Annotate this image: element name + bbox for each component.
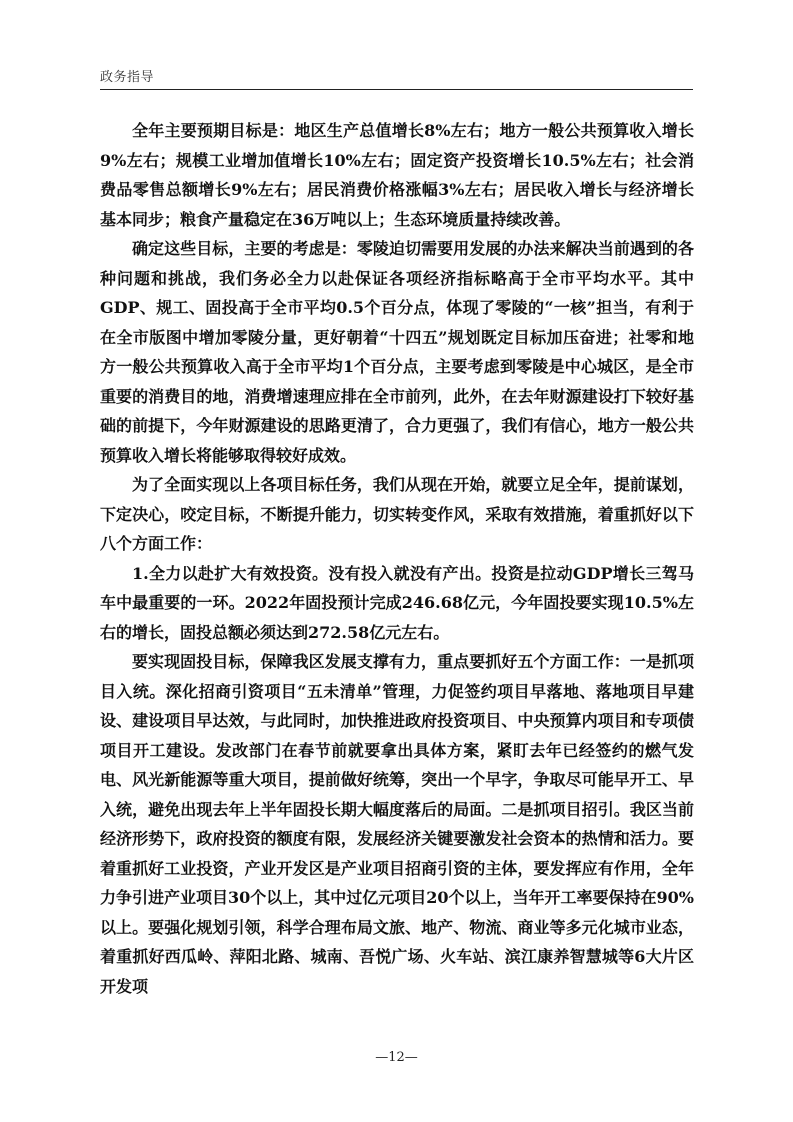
paragraph-considerations: 确定这些目标，主要的考虑是：零陵迫切需要用发展的办法来解决当前遇到的各种问题和挑战，我们务必全力以赴保证各项经济指标略高于全市平均水平。其中GDP、规工、固投高于全市平均0.5个百分点，体现了零陵的“一核”担当，有利于在全市版图中增加零陵分量，更好朝着“十四五”规划既定目标加压奋进；社零和地方一般公共预算收入高于全市平均1个百分点，主要考虑到零陵是中心城区，是全市重要的消费目的地，消费增速理应排在全市前列，此外，在去年财源建设打下较好基础的前提下，今年财源建设的思路更清了，合力更强了，我们有信心，地方一般公共预算收入增长将能够取得较好成效。: [100, 239, 694, 465]
page-number: —12—: [375, 1050, 418, 1065]
header-divider: [100, 89, 693, 90]
paragraph-item-1-investment: 1.全力以赴扩大有效投资。没有投入就没有产出。投资是拉动GDP增长三驾马车中最重要的一环。2022年固投预计完成246.68亿元，今年固投要实现10.5%左右的增长，固投总额必须达到272.58亿元左右。: [100, 563, 694, 642]
running-header: 政务指导: [100, 70, 155, 85]
paragraph-investment-measures: 要实现固投目标，保障我区发展支撑有力，重点要抓好五个方面工作：一是抓项目入统。深化招商引资项目“五未清单”管理，力促签约项目早落地、落地项目早建设、建设项目早达效，与此同时，加快推进政府投资项目、中央预算内项目和专项债项目开工建设。发改部门在春节前就要拿出具体方案，紧盯去年已经签约的燃气发电、风光新能源等重大项目，提前做好统筹，突出一个早字，争取尽可能早开工、早入统，避免出现去年上半年固投长期大幅度落后的局面。二是抓项目招引。我区当前经济形势下，政府投资的额度有限，发展经济关键要激发社会资本的热情和活力。要着重抓好工业投资，产业开发区是产业项目招商引资的主体，要发挥应有作用，全年力争引进产业项目30个以上，其中过亿元项目20个以上，当年开工率要保持在90%以上。要强化规划引领，科学合理布局文旅、地产、物流、商业等多元化城市业态，着重抓好西瓜岭、萍阳北路、城南、吾悦广场、火车站、滨江康养智慧城等6大片区开发项: [100, 652, 695, 996]
paragraph-targets: 全年主要预期目标是：地区生产总值增长8%左右；地方一般公共预算收入增长9%左右；规模工业增加值增长10%左右；固定资产投资增长10.5%左右；社会消费品零售总额增长9%左右；居民消费价格涨幅3%左右；居民收入增长与经济增长基本同步；粮食产量稳定在36万吨以上；生态环境质量持续改善。: [100, 121, 694, 229]
document-body: [100, 116, 694, 1001]
paragraph-work-intro: 为了全面实现以上各项目标任务，我们从现在开始，就要立足全年，提前谋划，下定决心，咬定目标，不断提升能力，切实转变作风，采取有效措施，着重抓好以下八个方面工作：: [100, 475, 694, 553]
